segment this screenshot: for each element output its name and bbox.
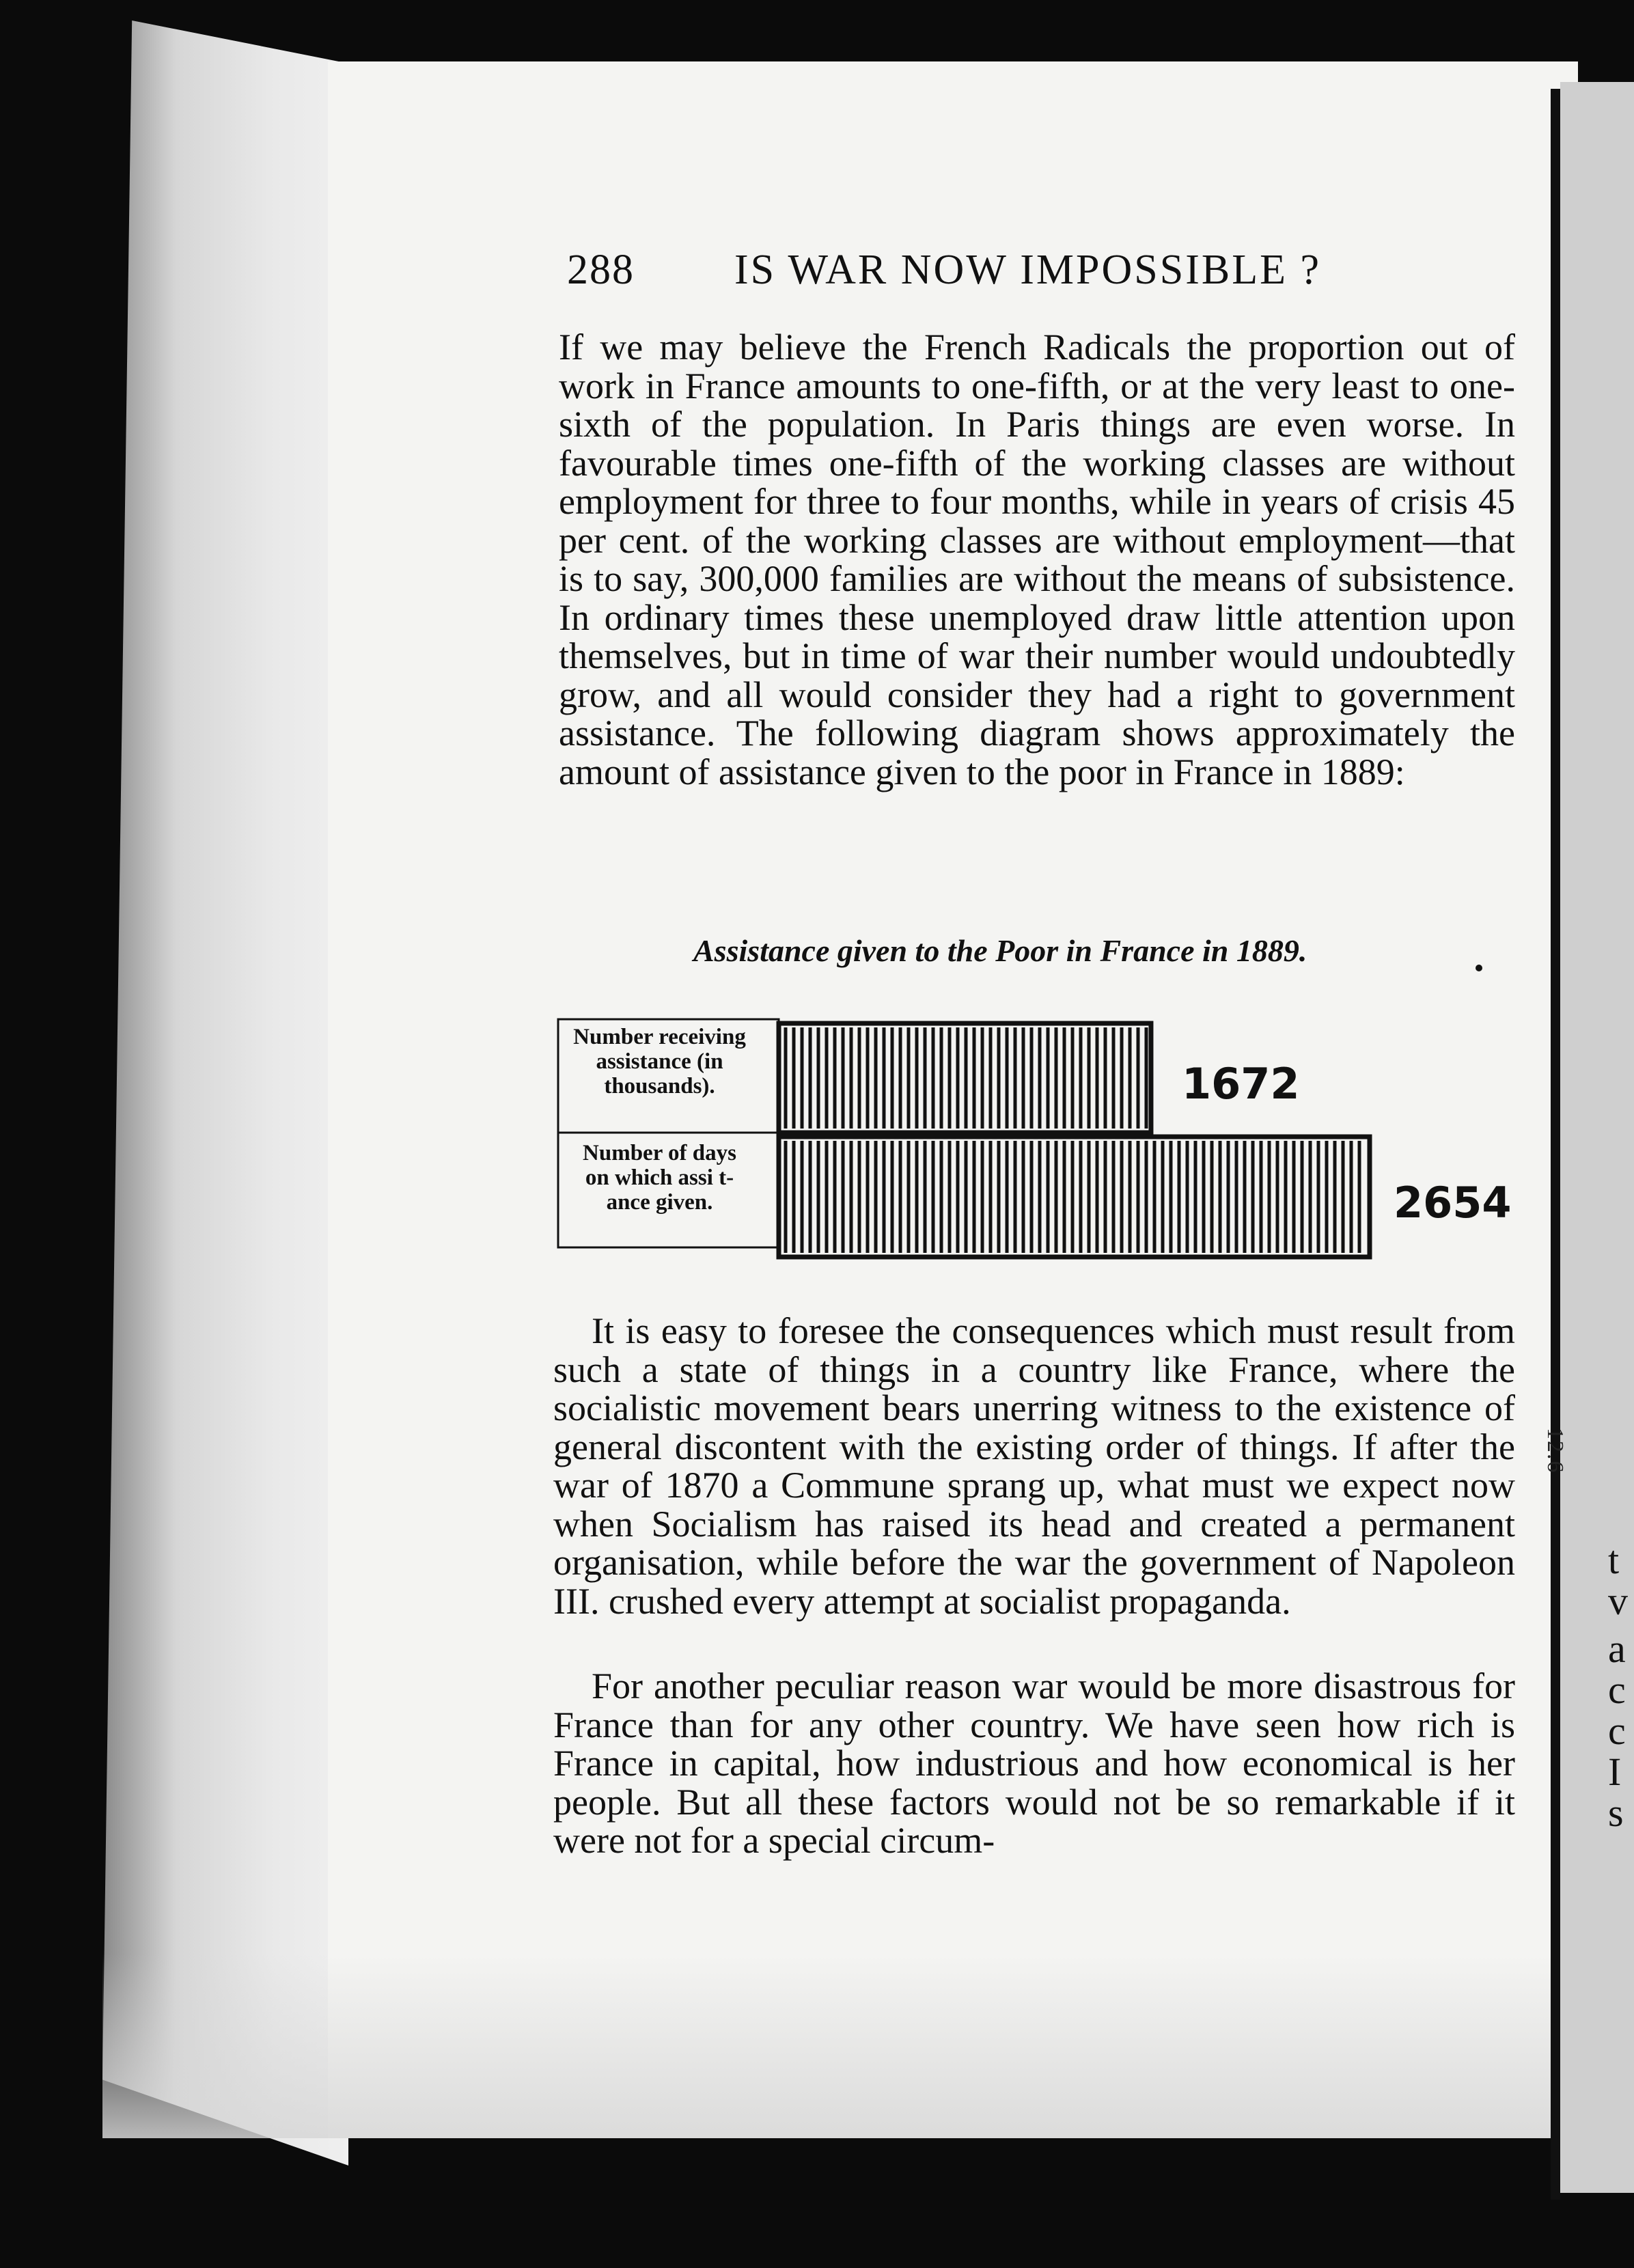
bar-2 <box>779 1137 1370 1257</box>
running-title: IS WAR NOW IMPOSSIBLE ? <box>734 247 1321 293</box>
next-page-glyph: v <box>1608 1579 1628 1623</box>
category-label-line: Number receiving <box>573 1025 746 1049</box>
next-page-glyph: I <box>1608 1750 1622 1794</box>
page-bottom-shadow <box>102 1954 1578 2138</box>
bar-1 <box>779 1023 1151 1133</box>
category-label-line: thousands). <box>604 1074 715 1098</box>
chart-title: Assistance given to the Poor in France in 1889. <box>693 933 1307 968</box>
value-label-2: 2654 <box>1394 1178 1512 1228</box>
next-page-glyph: a <box>1608 1627 1626 1671</box>
next-page-glyph: c <box>1608 1668 1626 1712</box>
assistance-bar-chart <box>557 1018 1513 1264</box>
value-label-1: 1672 <box>1181 1059 1300 1109</box>
paragraph-1: If we may believe the French Radicals the proportion out of work in France amounts to one-fifth, or at the very least to one-sixth of the population. In Paris things are even worse. In favourable times one-fifth of the working classes are without employment for three to four months, while in years of crisis 45 per cent. of the working classes are without employment—that is to say, 300,000 families are without the means of subsistence. In ordinary times these unemployed draw little attention upon themselves, but in time of war their number would undoubtedly grow, and all would consider they had a right to government assistance. The following diagram shows approximately the amount of assistance given to the poor in France in 1889: <box>559 327 1515 792</box>
category-label-line: assistance (in <box>596 1049 723 1074</box>
category-label-line: ance given. <box>606 1190 713 1215</box>
next-page-glyph: s <box>1608 1790 1624 1835</box>
paragraph-3: For another peculiar reason war would be more disastrous for France than for any other country. We have seen how rich is France in capital, how industrious and how economical is her people. But all these factors would not be so remarkable if it were not for a special circum- <box>553 1665 1515 1861</box>
next-page-glyph: t <box>1608 1538 1620 1582</box>
page-gutter <box>1551 89 1560 2200</box>
paragraph-2: It is easy to foresee the consequences which must result from such a state of things in a country like France, where the socialistic movement bears unerring witness to the existence of general discontent with the existing order of things. If after the war of 1870 a Commune sprang up, what must we expect now when Socialism has raised its head and created a permanent organisation, while before the war the government of Napoleon III. crushed every attempt at socialist propaganda. <box>553 1310 1515 1622</box>
chart-svg <box>557 1018 1513 1264</box>
margin-mark: 12.6 <box>1542 1428 1568 1474</box>
book-fore-edge <box>102 20 348 2166</box>
category-label-line: Number of days <box>583 1141 736 1165</box>
stray-dot <box>1476 965 1482 971</box>
page-number: 288 <box>567 247 635 293</box>
running-header <box>567 246 1373 307</box>
next-page-edge <box>1560 82 1634 2193</box>
next-page-glyph: c <box>1608 1709 1626 1753</box>
category-label-line: on which assi t- <box>585 1165 734 1190</box>
